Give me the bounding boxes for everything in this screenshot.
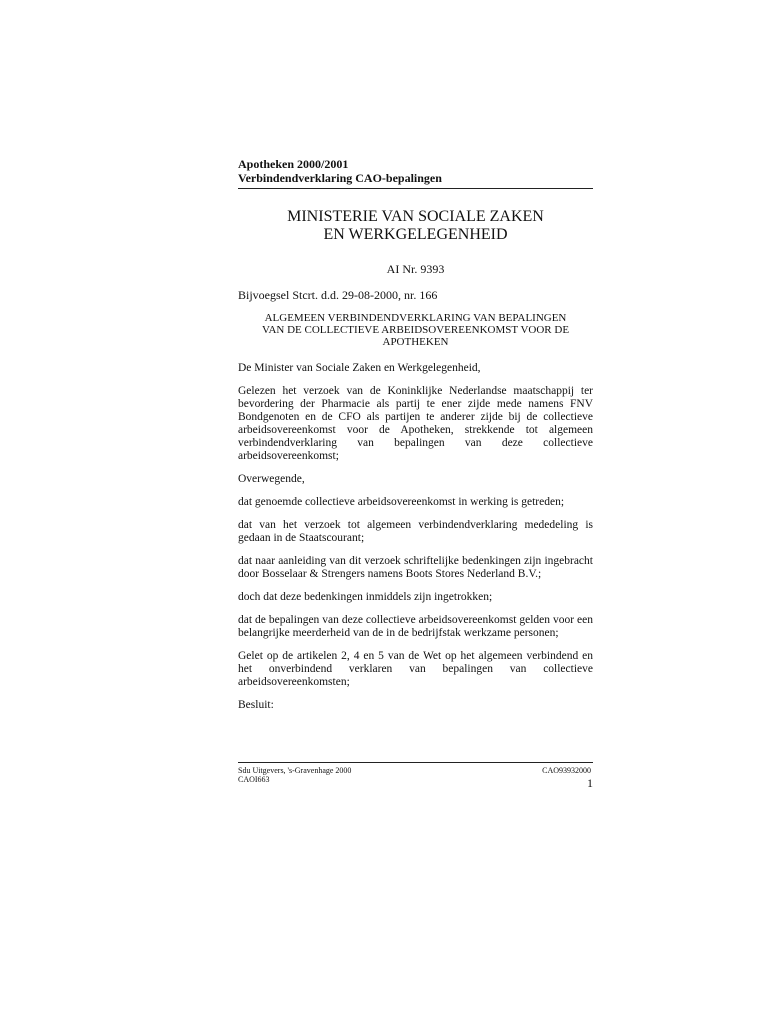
paragraph-bedenkingen: dat naar aanleiding van dit verzoek schriftelijke bedenkingen zijn ingebracht door Bosselaar & Strengers namens Boots Stores Nederland B.V.; [238,555,593,580]
ministry-title-line-1: MINISTERIE VAN SOCIALE ZAKEN [287,208,544,225]
decree-heading-line-3: APOTHEKEN [382,336,449,348]
paragraph-gelezen: Gelezen het verzoek van de Koninklijke Nederlandse maatschappij ter bevordering der Pharmacie als partij te ener zijde mede namens FNV Bondgenoten en de CFO als partijen te anderer zijde bij de collectieve arbeidsovereenkomst voor de Apotheken, strekkende tot algemeen verbindendverklaring van bepalingen van deze collectieve arbeidsovereenkomst; [238,385,593,462]
paragraph-in-werking: dat genoemde collectieve arbeidsovereenkomst in werking is getreden; [238,496,565,508]
paragraph-ingetrokken: doch dat deze bedenkingen inmiddels zijn ingetrokken; [238,591,493,603]
paragraph-overwegende: Overwegende, [238,473,305,485]
ministry-title-line-2: EN WERKGELEGENHEID [323,226,508,243]
decree-heading [238,312,593,348]
header-subtitle: Verbindendverklaring CAO-bepalingen [238,171,442,185]
decree-heading-line-1: ALGEMEEN VERBINDENDVERKLARING VAN BEPALINGEN [264,312,567,324]
footer-left [238,766,351,784]
paragraph-gelet-op: Gelet op de artikelen 2, 4 en 5 van de Wet op het algemeen verbindend en het onverbindend verklaren van bepalingen van collectieve arbeidsovereenkomsten; [238,650,593,688]
paragraph-minister: De Minister van Sociale Zaken en Werkgelegenheid, [238,362,481,374]
page-number: 1 [587,776,593,790]
paragraph-meerderheid: dat de bepalingen van deze collectieve arbeidsovereenkomst gelden voor een belangrijke meerderheid van de in de bedrijfstak werkzame personen; [238,614,593,639]
header-title: Apotheken 2000/2001 [238,157,349,171]
footer-publisher: Sdu Uitgevers, 's-Gravenhage 2000 [238,766,352,775]
running-header [238,157,593,185]
footer-code-left: CAOI663 [238,775,270,784]
ai-number: AI Nr. 9393 [386,262,445,276]
ministry-title [238,208,593,244]
document-body [238,362,593,722]
footer-code-right: CAO93932000 [542,766,591,775]
bijvoegsel-reference: Bijvoegsel Stcrt. d.d. 29-08-2000, nr. 166 [238,288,438,302]
paragraph-mededeling: dat van het verzoek tot algemeen verbindendverklaring mededeling is gedaan in de Staatscourant; [238,519,593,544]
header-divider [238,188,593,189]
paragraph-besluit: Besluit: [238,699,274,711]
decree-heading-line-2: VAN DE COLLECTIEVE ARBEIDSOVEREENKOMST VOOR DE [261,324,570,336]
footer-divider [238,762,593,763]
